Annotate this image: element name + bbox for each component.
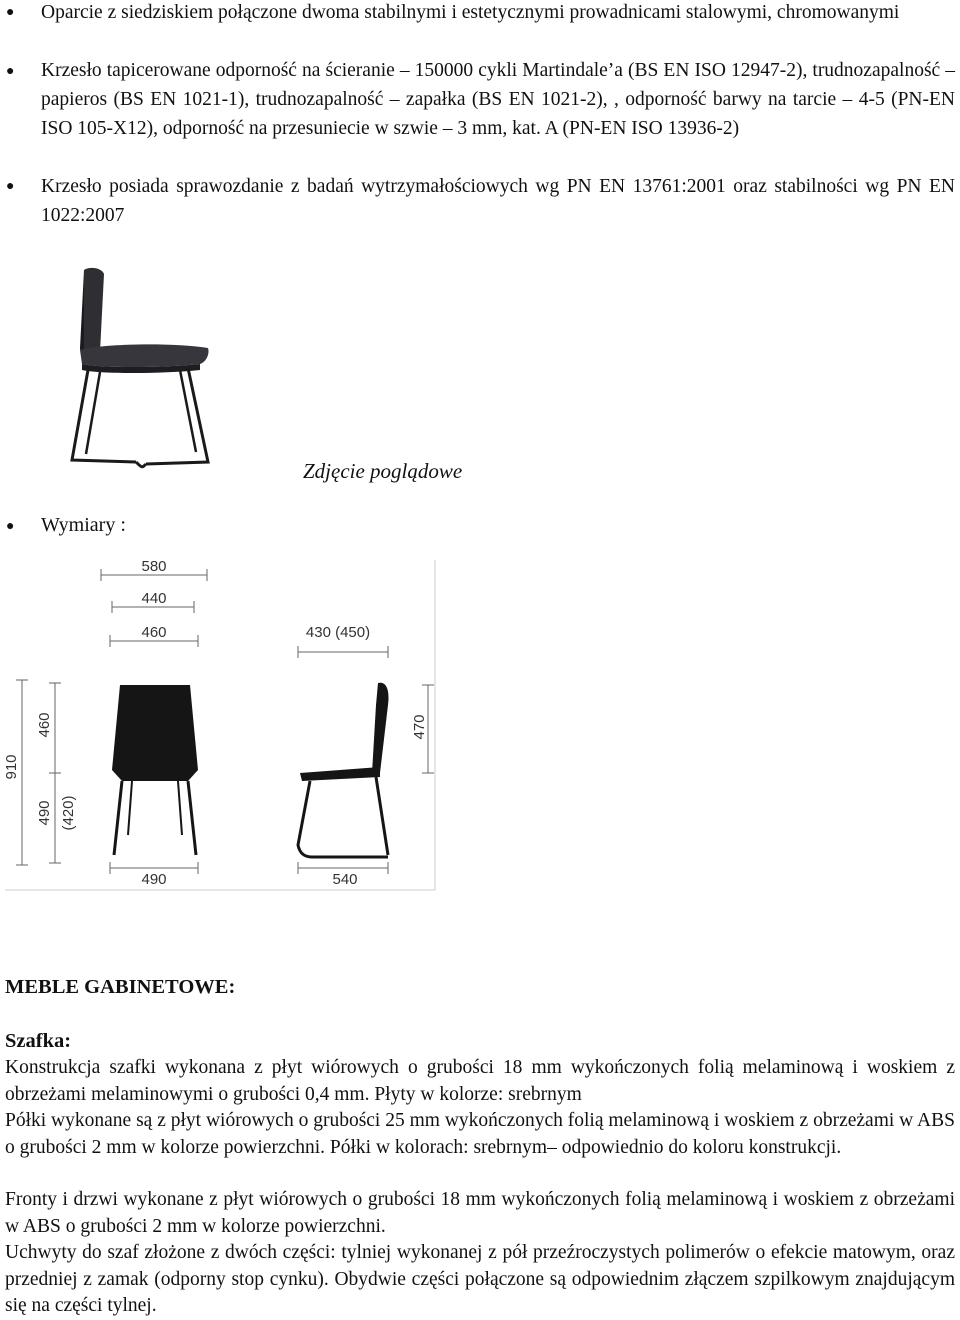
subsection-title: Szafka:	[5, 1030, 72, 1052]
dim-420: (420)	[60, 795, 77, 831]
dim-910: 910	[3, 754, 20, 780]
dim-430-450: 430 (450)	[305, 624, 371, 641]
photo-caption: Zdjęcie poglądowe	[303, 459, 463, 483]
paragraph-shelves: Półki wykonane są z płyt wiórowych o grubości 25 mm wykończonych folią melaminową i woskiem z obrzeżami w ABS o grubości 2 mm w kolorze powierzchni. Półki w kolorach: srebrnym– odpowiednio do koloru konstrukcji.	[5, 1110, 955, 1158]
feature-item-2: Krzesło tapicerowane odporność na ścieranie – 150000 cykli Martindale’a (BS EN ISO 12947-2), trudnozapalność – papieros (BS EN 1021-1), trudnozapalność – zapałka (BS EN 1021-2), , odporność barwy na tarcie – 4-5 (PN-EN ISO 105-X12), odporność na przesuniecie w szwie – 3 mm, kat. A (PN-EN ISO 13936-2)	[41, 60, 955, 139]
bullet-marker: ●	[6, 5, 15, 20]
bullet-marker: ●	[6, 64, 15, 79]
front-view-chair	[112, 685, 198, 855]
dim-540: 540	[332, 871, 358, 888]
bullet-marker: ●	[6, 179, 15, 194]
paragraph-fronts: Fronty i drzwi wykonane z płyt wiórowych o grubości 18 mm wykończonych folią melaminową i woskiem z obrzeżami w ABS o grubości 2 mm w kolorze powierzchni.	[5, 1189, 955, 1237]
chair-photo	[60, 262, 220, 477]
feature-item-3: Krzesło posiada sprawozdanie z badań wytrzymałościowych wg PN EN 13761:2001 oraz stabilności wg PN EN 1022:2007	[41, 176, 955, 226]
dim-580: 580	[141, 558, 167, 575]
dim-460-width: 460	[141, 624, 167, 641]
side-view-chair	[298, 683, 389, 857]
dimensions-drawing	[0, 555, 440, 895]
dim-460-height: 460	[36, 712, 53, 738]
dim-490-height: 490	[36, 800, 53, 826]
feature-item-1: Oparcie z siedziskiem połączone dwoma stabilnymi i estetycznymi prowadnicami stalowymi, chromowanymi	[41, 2, 900, 23]
dim-470: 470	[411, 714, 428, 740]
dim-440: 440	[141, 590, 167, 607]
bullet-marker: ●	[6, 519, 15, 534]
dim-490-width: 490	[141, 871, 167, 888]
dimensions-label: Wymiary :	[41, 514, 126, 536]
paragraph-handles: Uchwyty do szaf złożone z dwóch części: tylniej wykonanej z pół przeźroczystych polimerów o efekcie matowym, oraz przedniej z zamak (odporny stop cynku). Obydwie części połączone są odpowiednim złączem szpilkowym znajdującym się na części tylnej.	[5, 1242, 955, 1316]
section-title: MEBLE GABINETOWE:	[5, 976, 236, 998]
paragraph-construction: Konstrukcja szafki wykonana z płyt wiórowych o grubości 18 mm wykończonych folią melaminową i woskiem z obrzeżami melaminowymi o grubości 0,4 mm. Płyty w kolorze: srebrnym	[5, 1057, 955, 1105]
